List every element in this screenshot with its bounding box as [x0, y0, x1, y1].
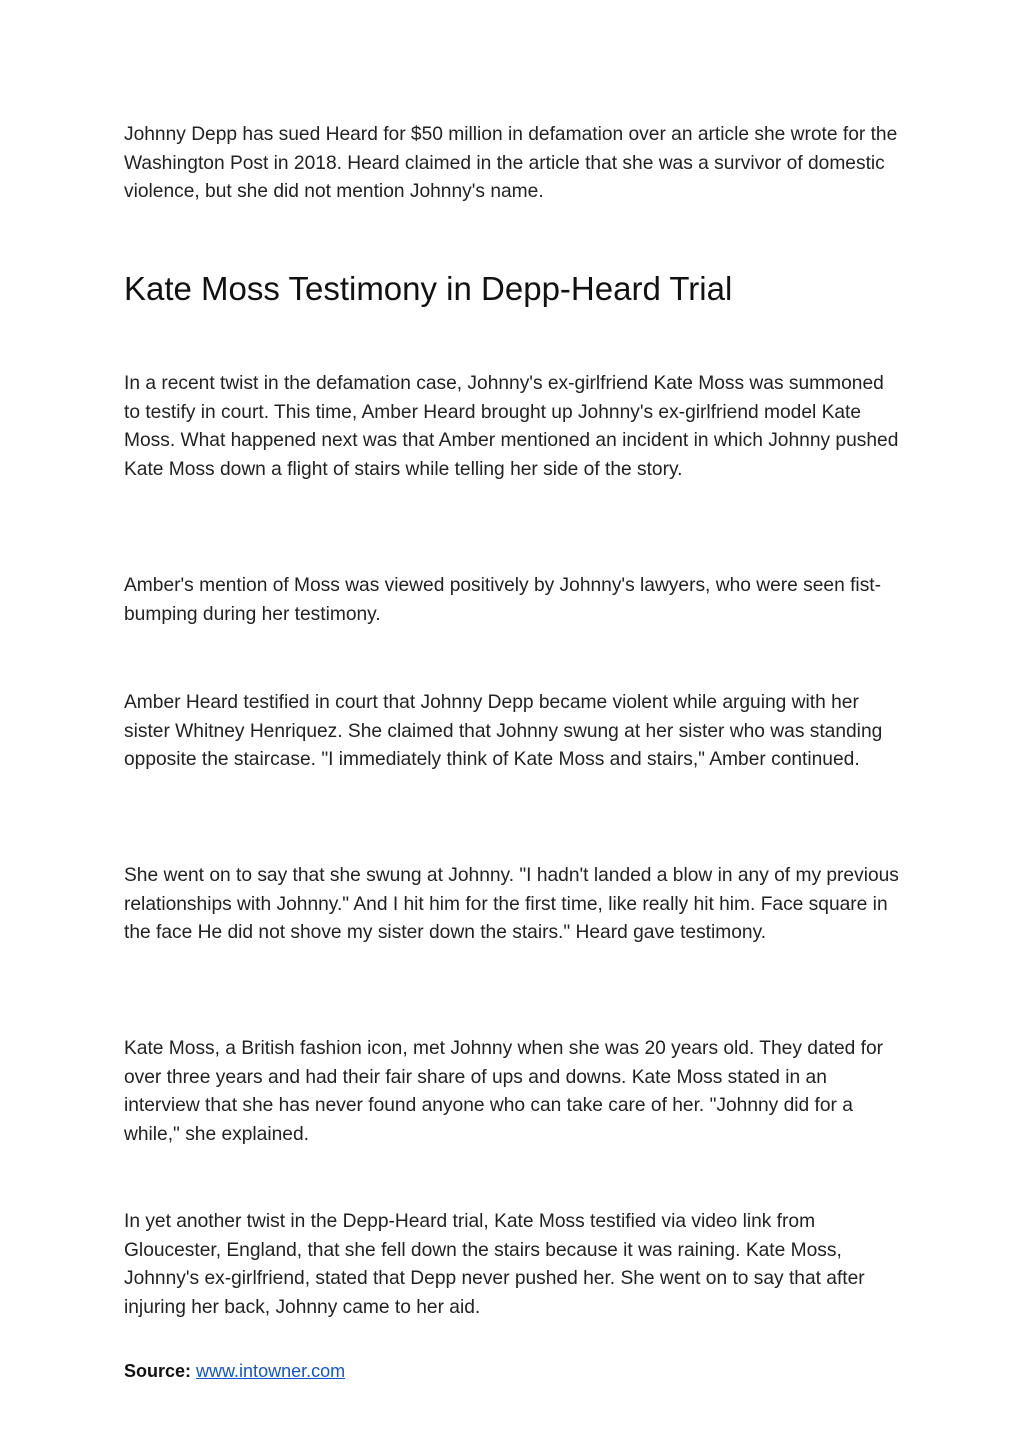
source-label: Source: [124, 1361, 192, 1381]
paragraph-4: She went on to say that she swung at Johnny. "I hadn't landed a blow in any of my previous relationships with Johnny." And I hit him for the first time, like really hit him. Face square in the face He did not shove my sister down the stairs." Heard gave testimony. [124, 865, 899, 944]
paragraph-5: Kate Moss, a British fashion icon, met Johnny when she was 20 years old. They dated for over three years and had their fair share of ups and downs. Kate Moss stated in an interview that she has never found anyone who can take care of her. "Johnny did for a while," she explained. [124, 1038, 884, 1145]
paragraph-1: In a recent twist in the defamation case, Johnny's ex-girlfriend Kate Moss was summoned to testify in court. This time, Amber Heard brought up Johnny's ex-girlfriend model Kate Moss. What happened next was that Amber mentioned an incident in which Johnny pushed Kate Moss down a flight of stairs while telling her side of the story. [124, 373, 899, 480]
paragraph-2: Amber's mention of Moss was viewed positively by Johnny's lawyers, who were seen fist-bumping during her testimony. [124, 575, 882, 625]
paragraph-6: In yet another twist in the Depp-Heard trial, Kate Moss testified via video link from Gloucester, England, that she fell down the stairs because it was raining. Kate Moss, Johnny's ex-girlfriend, stated that Depp never pushed her. She went on to say that after injuring her back, Johnny came to her aid. [124, 1211, 865, 1318]
source-link[interactable]: www.intowner.com [196, 1361, 346, 1381]
paragraph-3: Amber Heard testified in court that Johnny Depp became violent while arguing with her sister Whitney Henriquez. She claimed that Johnny swung at her sister who was standing opposite the staircase. "I immediately think of Kate Moss and stairs," Amber continued. [124, 692, 883, 771]
section-heading: Kate Moss Testimony in Depp-Heard Trial [124, 270, 733, 307]
source-line [124, 1357, 345, 1385]
intro-paragraph: Johnny Depp has sued Heard for $50 million in defamation over an article she wrote for the Washington Post in 2018. Heard claimed in the article that she was a survivor of domestic violence, but she did not mention Johnny's name. [124, 124, 898, 203]
